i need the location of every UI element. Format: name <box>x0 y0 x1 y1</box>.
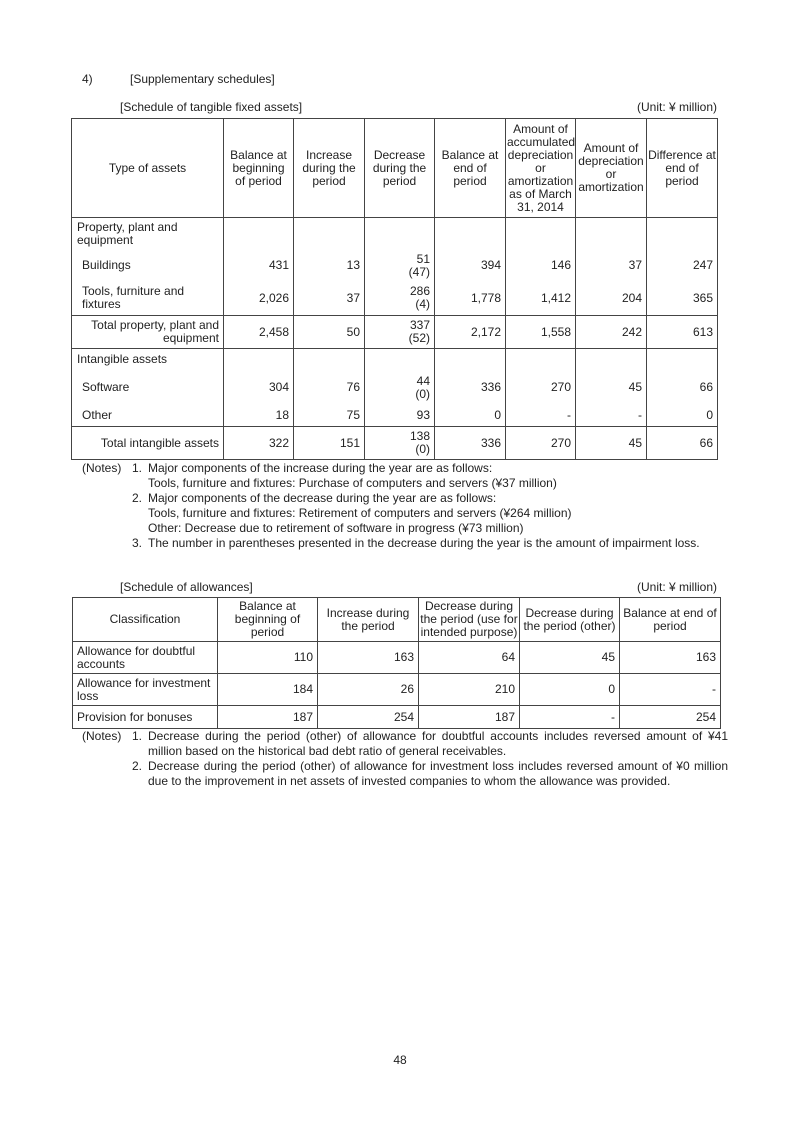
cell-value: 66 <box>647 371 718 405</box>
cell-value: 336 <box>435 427 506 460</box>
decrease-value: 337 <box>409 318 430 332</box>
table-row <box>73 642 721 674</box>
note-text: Tools, furniture and fixtures: Retirement of computers and servers (¥264 million) <box>148 506 572 520</box>
note-number: 3. <box>132 536 143 550</box>
cell-value: 336 <box>435 371 506 405</box>
cell-value: 0 <box>520 674 620 706</box>
table-row <box>72 250 718 282</box>
section-title: [Supplementary schedules] <box>130 72 275 86</box>
header-cell: Decrease during the period <box>365 119 435 218</box>
allowances-table <box>72 597 721 729</box>
group-row <box>72 218 718 250</box>
cell-value: 254 <box>620 706 721 729</box>
row-label: Tools, furniture and fixtures <box>72 282 224 316</box>
header-cell: Difference at end of period <box>647 119 718 218</box>
notes-tag: (Notes) <box>82 729 122 743</box>
note-text: Decrease during the period (other) of allowance for doubtful accounts includes reversed amount of ¥41 million based on the historical bad debt ratio of general receivables. <box>148 729 728 758</box>
header-cell: Increase during the period <box>294 119 365 218</box>
note-text: Other: Decrease due to retirement of software in progress (¥73 million) <box>148 521 524 535</box>
note-text: Major components of the increase during the year are as follows: <box>148 461 493 475</box>
header-cell: Classification <box>73 598 218 642</box>
decrease-value: 138 <box>409 429 430 443</box>
table-row <box>72 405 718 427</box>
cell-value: 26 <box>318 674 419 706</box>
cell-value <box>365 250 435 282</box>
cell-value: 187 <box>419 706 520 729</box>
group-row <box>72 349 718 371</box>
note-text: Tools, furniture and fixtures: Purchase of computers and servers (¥37 million) <box>148 476 557 490</box>
tangible-caption-row <box>120 100 717 114</box>
cell-value: 322 <box>224 427 294 460</box>
header-cell: Increase during the period <box>318 598 419 642</box>
row-label: Software <box>72 371 224 405</box>
row-label: Provision for bonuses <box>73 706 218 729</box>
cell-value: 151 <box>294 427 365 460</box>
cell-value: 184 <box>218 674 318 706</box>
cell-value: 0 <box>435 405 506 427</box>
cell-value: 45 <box>576 427 647 460</box>
cell-value: 64 <box>419 642 520 674</box>
cell-value: 204 <box>576 282 647 316</box>
header-cell: Decrease during the period (other) <box>520 598 620 642</box>
header-cell: Amount of accumulated depreciation or amortization as of March 31, 2014 <box>506 119 576 218</box>
cell-value: 18 <box>224 405 294 427</box>
cell-value: 163 <box>318 642 419 674</box>
table-row <box>73 674 721 706</box>
table-row <box>72 371 718 405</box>
cell-value: 2,458 <box>224 316 294 349</box>
tangible-unit: (Unit: ¥ million) <box>636 100 717 114</box>
cell-value: 37 <box>294 282 365 316</box>
row-label: Total intangible assets <box>72 427 224 460</box>
cell-value: 163 <box>620 642 721 674</box>
cell-value: 75 <box>294 405 365 427</box>
cell-value: 0 <box>647 405 718 427</box>
cell-value: 2,172 <box>435 316 506 349</box>
row-label: Buildings <box>72 250 224 282</box>
tangible-notes <box>82 461 722 551</box>
cell-value <box>365 282 435 316</box>
cell-value: 210 <box>419 674 520 706</box>
page-number: 48 <box>393 1053 407 1067</box>
section-number: 4) <box>82 72 93 86</box>
header-cell: Balance at end of period <box>435 119 506 218</box>
row-label: Allowance for doubtful accounts <box>73 642 218 674</box>
note-number: 2. <box>132 759 143 773</box>
note-text: The number in parentheses presented in the decrease during the year is the amount of impairment loss. <box>148 536 700 550</box>
impairment-value: (0) <box>415 442 430 456</box>
decrease-value: 286 <box>409 284 430 299</box>
group-label: Property, plant and equipment <box>72 218 224 250</box>
table-row <box>72 282 718 316</box>
cell-value: 76 <box>294 371 365 405</box>
cell-value: 66 <box>647 427 718 460</box>
note-number: 1. <box>132 729 143 743</box>
tangible-caption: [Schedule of tangible fixed assets] <box>120 100 303 114</box>
note-number: 2. <box>132 491 143 505</box>
cell-value: 13 <box>294 250 365 282</box>
cell-value: 613 <box>647 316 718 349</box>
impairment-value: (52) <box>408 331 430 345</box>
note-text: Major components of the decrease during the year are as follows: <box>148 491 497 505</box>
cell-value: 93 <box>365 405 435 427</box>
table-row <box>73 706 721 729</box>
row-label: Total property, plant and equipment <box>72 316 224 349</box>
note-text: Decrease during the period (other) of allowance for investment loss includes reversed amount of ¥0 million due to the improvement in net assets of invested companies to whom the allowance was provided. <box>148 759 728 788</box>
cell-value: 1,558 <box>506 316 576 349</box>
cell-value <box>365 316 435 349</box>
cell-value: 1,778 <box>435 282 506 316</box>
impairment-value: (4) <box>415 297 430 312</box>
header-cell: Balance at beginning of period <box>218 598 318 642</box>
decrease-value: 44 <box>416 373 430 388</box>
cell-value: 270 <box>506 427 576 460</box>
total-row <box>72 316 718 349</box>
table-header-row <box>73 598 721 642</box>
cell-value: - <box>576 405 647 427</box>
note-number: 1. <box>132 461 143 475</box>
cell-value: 242 <box>576 316 647 349</box>
section-heading <box>82 72 275 86</box>
tangible-assets-table <box>71 118 718 460</box>
group-label: Intangible assets <box>72 349 224 371</box>
cell-value <box>365 427 435 460</box>
cell-value: 431 <box>224 250 294 282</box>
notes-tag: (Notes) <box>82 461 122 475</box>
allowances-notes <box>82 729 728 789</box>
header-cell: Balance at beginning of period <box>224 119 294 218</box>
cell-value: 2,026 <box>224 282 294 316</box>
cell-value: - <box>520 706 620 729</box>
cell-value: 247 <box>647 250 718 282</box>
row-label: Allowance for investment loss <box>73 674 218 706</box>
impairment-value: (47) <box>408 264 430 279</box>
cell-value: 45 <box>576 371 647 405</box>
cell-value: 50 <box>294 316 365 349</box>
allowances-caption-row <box>120 580 717 594</box>
cell-value: 146 <box>506 250 576 282</box>
impairment-value: (0) <box>415 386 430 401</box>
cell-value: 394 <box>435 250 506 282</box>
header-cell: Balance at end of period <box>620 598 721 642</box>
header-cell: Amount of depreciation or amortization <box>576 119 647 218</box>
allowances-unit: (Unit: ¥ million) <box>636 580 717 594</box>
cell-value: 254 <box>318 706 419 729</box>
cell-value: 304 <box>224 371 294 405</box>
cell-value: 270 <box>506 371 576 405</box>
cell-value: 187 <box>218 706 318 729</box>
table-header-row <box>72 119 718 218</box>
cell-value: 110 <box>218 642 318 674</box>
cell-value: 45 <box>520 642 620 674</box>
row-label: Other <box>72 405 224 427</box>
cell-value: - <box>506 405 576 427</box>
cell-value: - <box>620 674 721 706</box>
cell-value: 37 <box>576 250 647 282</box>
cell-value <box>365 371 435 405</box>
cell-value: 365 <box>647 282 718 316</box>
header-cell: Decrease during the period (use for intended purpose) <box>419 598 520 642</box>
cell-value: 1,412 <box>506 282 576 316</box>
header-cell: Type of assets <box>72 119 224 218</box>
allowances-caption: [Schedule of allowances] <box>120 580 253 594</box>
decrease-value: 51 <box>416 251 430 266</box>
total-row <box>72 427 718 460</box>
